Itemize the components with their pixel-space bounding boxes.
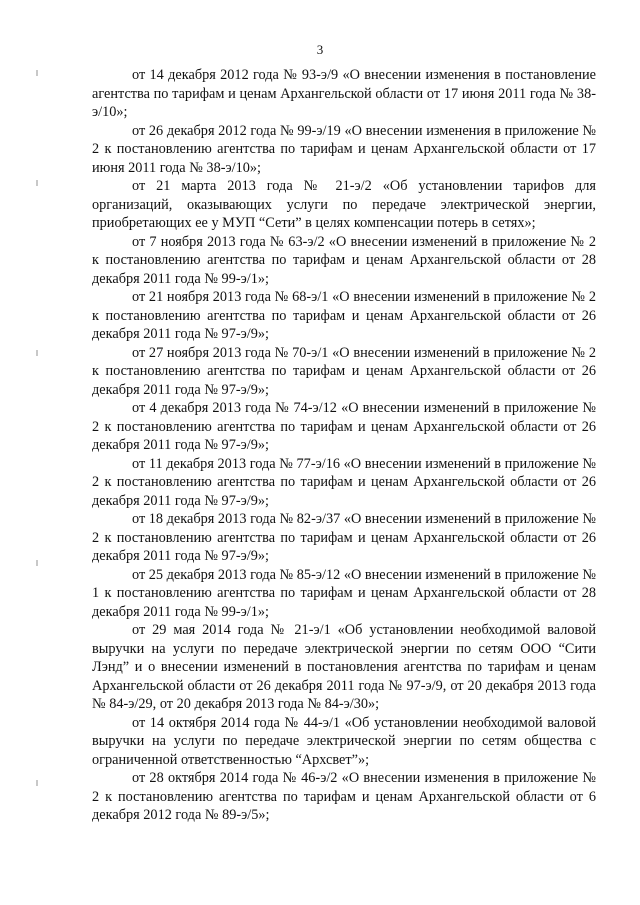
document-body	[92, 66, 596, 825]
scan-margin-mark	[36, 560, 38, 566]
list-item: от 27 ноября 2013 года № 70-э/1 «О внесении изменений в приложение № 2 к постановлению агентства по тарифам и ценам Архангельской области от 26 декабря 2011 года № 97-э/9»;	[92, 344, 596, 398]
scan-margin-mark	[36, 350, 38, 356]
scan-margin-mark	[36, 180, 38, 186]
list-item: от 21 марта 2013 года № 21-э/2 «Об установлении тарифов для организаций, оказывающих услуги по передаче электрической энергии, приобретающих ее у МУП “Сети” в целях компенсации потерь в сетях»;	[92, 178, 596, 231]
list-item: от 26 декабря 2012 года № 99-э/19 «О внесении изменения в приложение № 2 к постановлению агентства по тарифам и ценам Архангельской области от 17 июня 2011 года № 38-э/10»;	[92, 122, 596, 176]
list-item: от 4 декабря 2013 года № 74-э/12 «О внесении изменений в приложение № 2 к постановлению агентства по тарифам и ценам Архангельской области от 26 декабря 2011 года № 97-э/9»;	[92, 400, 596, 453]
list-item: от 18 декабря 2013 года № 82-э/37 «О внесении изменений в приложение № 2 к постановлению агентства по тарифам и ценам Архангельской области от 26 декабря 2011 года № 97-э/9»;	[92, 511, 596, 564]
scan-margin-mark	[36, 70, 38, 76]
list-item: от 29 мая 2014 года № 21-э/1 «Об установлении необходимой валовой выручки на услуги по передаче электрической энергии по сетям ООО “Сити Лэнд” и о внесении изменений в постановления агентства по тарифам и ценам Архангельской области от 26 декабря 2011 года № 97-э/9, от 20 декабря 2013 года № 84-э/29, от 20 декабря 2013 года № 84-э/30»;	[92, 622, 596, 712]
list-item: от 11 декабря 2013 года № 77-э/16 «О внесении изменений в приложение № 2 к постановлению агентства по тарифам и ценам Архангельской области от 26 декабря 2011 года № 97-э/9»;	[92, 455, 596, 509]
list-item: от 25 декабря 2013 года № 85-э/12 «О внесении изменений в приложение № 1 к постановлению агентства по тарифам и ценам Архангельской области от 28 декабря 2011 года № 99-э/1»;	[92, 566, 596, 620]
list-item: от 14 октября 2014 года № 44-э/1 «Об установлении необходимой валовой выручки на услуги по передаче электрической энергии по сетям общества с ограниченной ответственностью “Архсвет”»;	[92, 714, 596, 768]
list-item: от 14 декабря 2012 года № 93-э/9 «О внесении изменения в постановление агентства по тарифам и ценам Архангельской области от 17 июня 2011 года № 38-э/10»;	[92, 67, 596, 120]
list-item: от 21 ноября 2013 года № 68-э/1 «О внесении изменений в приложение № 2 к постановлению агентства по тарифам и ценам Архангельской области от 26 декабря 2011 года № 97-э/9»;	[92, 289, 596, 342]
list-item: от 7 ноября 2013 года № 63-э/2 «О внесении изменений в приложение № 2 к постановлению агентства по тарифам и ценам Архангельской области от 28 декабря 2011 года № 99-э/1»;	[92, 233, 596, 287]
page-number: 3	[316, 42, 324, 57]
scan-margin-mark	[36, 780, 38, 786]
list-item: от 28 октября 2014 года № 46-э/2 «О внесении изменения в приложение № 2 к постановлению агентства по тарифам и ценам Архангельской области от 6 декабря 2012 года № 89-э/5»;	[92, 770, 596, 823]
